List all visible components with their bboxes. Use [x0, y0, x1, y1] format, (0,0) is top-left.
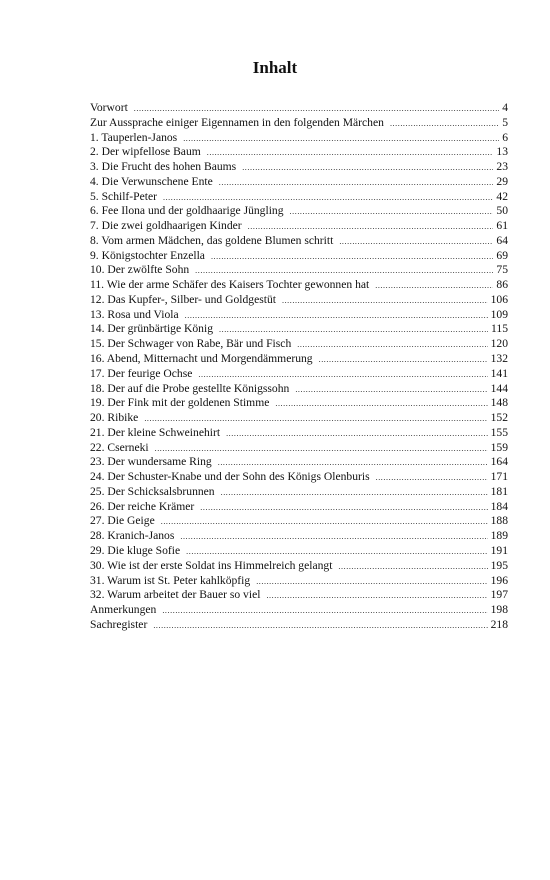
page-title: Inhalt	[252, 58, 298, 77]
toc-entry	[90, 574, 508, 589]
toc-entry-page-number: 109	[490, 307, 508, 321]
toc-entry	[90, 470, 508, 485]
toc-dot-leader	[390, 117, 499, 131]
toc-dot-leader	[319, 353, 488, 367]
toc-dot-leader	[219, 323, 488, 337]
toc-entry-page-number: 106	[490, 292, 508, 306]
toc-dot-leader	[211, 250, 493, 264]
toc-entry-page-number: 189	[490, 529, 508, 543]
toc-entry-page-number: 152	[490, 411, 508, 425]
toc-entry	[90, 234, 508, 249]
toc-dot-leader	[161, 515, 488, 529]
toc-entry-page-number: 23	[496, 160, 508, 174]
toc-dot-leader	[144, 412, 487, 426]
toc-entry	[90, 455, 508, 470]
toc-entry	[90, 382, 508, 397]
toc-entry-title: 9. Königstochter Enzella	[90, 248, 205, 262]
toc-dot-leader	[338, 560, 487, 574]
toc-dot-leader	[198, 368, 487, 382]
toc-entry-page-number: 184	[490, 499, 508, 513]
toc-entry-title: 15. Der Schwager von Rabe, Bär und Fisch	[90, 337, 292, 351]
toc-entry	[90, 131, 508, 146]
toc-entry-title: 25. Der Schicksalsbrunnen	[90, 484, 215, 498]
toc-entry-title: 19. Der Fink mit der goldenen Stimme	[90, 396, 270, 410]
toc-entry-page-number: 69	[496, 248, 508, 262]
toc-entry	[90, 322, 508, 337]
toc-entry-title: 23. Der wundersame Ring	[90, 455, 212, 469]
toc-dot-leader	[339, 235, 493, 249]
toc-entry-page-number: 198	[490, 603, 508, 617]
toc-dot-leader	[207, 146, 494, 160]
toc-entry-page-number: 86	[496, 278, 508, 292]
toc-dot-leader	[266, 589, 487, 603]
toc-dot-leader	[134, 102, 499, 116]
toc-entry-page-number: 171	[490, 470, 508, 484]
toc-entry-title: 8. Vom armen Mädchen, das goldene Blumen schritt	[90, 233, 334, 247]
toc-entry-title: 30. Wie ist der erste Soldat ins Himmelreich gelangt	[90, 558, 333, 572]
toc-entry-page-number: 13	[496, 145, 508, 159]
toc-entry-page-number: 191	[490, 543, 508, 557]
toc-entry	[90, 367, 508, 382]
toc-entry	[90, 278, 508, 293]
toc-entry	[90, 441, 508, 456]
toc-entry	[90, 263, 508, 278]
toc-entry	[90, 249, 508, 264]
toc-entry	[90, 160, 508, 175]
toc-dot-leader	[376, 471, 488, 485]
toc-entry	[90, 219, 508, 234]
toc-entry-title: 26. Der reiche Krämer	[90, 499, 195, 513]
toc-entry-title: 12. Das Kupfer-, Silber- und Goldgestüt	[90, 292, 276, 306]
toc-dot-leader	[195, 264, 493, 278]
toc-entry	[90, 116, 508, 131]
toc-entry	[90, 500, 508, 515]
toc-entry	[90, 529, 508, 544]
toc-entry-page-number: 159	[490, 440, 508, 454]
toc-entry-title: 21. Der kleine Schweinehirt	[90, 425, 221, 439]
toc-dot-leader	[295, 383, 487, 397]
toc-dot-leader	[242, 161, 493, 175]
toc-entry-title: Vorwort	[90, 101, 128, 114]
toc-dot-leader	[155, 442, 488, 456]
toc-entry-title: 7. Die zwei goldhaarigen Kinder	[90, 219, 242, 233]
toc-entry	[90, 514, 508, 529]
toc-entry-page-number: 120	[490, 337, 508, 351]
toc-entry-page-number: 196	[490, 573, 508, 587]
toc-dot-leader	[248, 220, 494, 234]
toc-dot-leader	[218, 456, 488, 470]
toc-entry	[90, 308, 508, 323]
toc-entry-page-number: 75	[496, 263, 508, 277]
toc-entry-title: 20. Ribike	[90, 411, 139, 425]
toc-entry	[90, 588, 508, 603]
toc-entry-title: 16. Abend, Mitternacht und Morgendämmerung	[90, 352, 313, 366]
toc-dot-leader	[185, 309, 488, 323]
toc-dot-leader	[200, 501, 487, 515]
toc-entry-title: 2. Der wipfellose Baum	[90, 145, 201, 159]
toc-entry-title: 22. Cserneki	[90, 440, 149, 454]
toc-dot-leader	[290, 205, 494, 219]
toc-entry-title: Sachregister	[90, 617, 148, 631]
toc-entry-title: 29. Die kluge Sofie	[90, 543, 181, 557]
toc-dot-leader	[163, 191, 493, 205]
toc-entry-page-number: 141	[490, 366, 508, 380]
toc-dot-leader	[162, 604, 487, 618]
toc-entry-page-number: 115	[491, 322, 508, 336]
toc-entry	[90, 190, 508, 205]
toc-entry-page-number: 6	[502, 130, 508, 144]
table-of-contents	[90, 101, 508, 633]
toc-dot-leader	[256, 575, 487, 589]
toc-dot-leader	[297, 338, 487, 352]
toc-entry	[90, 352, 508, 367]
toc-entry-page-number: 64	[496, 233, 508, 247]
toc-entry-page-number: 42	[496, 189, 508, 203]
toc-entry-page-number: 5	[502, 115, 508, 129]
toc-entry	[90, 204, 508, 219]
toc-entry	[90, 396, 508, 411]
toc-entry	[90, 559, 508, 574]
toc-entry	[90, 337, 508, 352]
toc-entry	[90, 544, 508, 559]
toc-entry-title: 18. Der auf die Probe gestellte Königssohn	[90, 381, 290, 395]
toc-entry-title: Anmerkungen	[90, 603, 157, 617]
toc-entry	[90, 101, 508, 116]
toc-entry-title: 6. Fee Ilona und der goldhaarige Jüngling	[90, 204, 284, 218]
toc-dot-leader	[221, 486, 488, 500]
toc-entry-title: 10. Der zwölfte Sohn	[90, 263, 190, 277]
toc-entry	[90, 618, 508, 633]
toc-entry-title: 11. Wie der arme Schäfer des Kaisers Tochter gewonnen hat	[90, 278, 370, 292]
toc-entry-page-number: 188	[490, 514, 508, 528]
toc-entry-page-number: 29	[496, 174, 508, 188]
toc-entry-page-number: 164	[490, 455, 508, 469]
toc-entry-page-number: 61	[496, 219, 508, 233]
toc-entry-page-number: 197	[490, 588, 508, 602]
toc-entry-title: 24. Der Schuster-Knabe und der Sohn des Königs Olenburis	[90, 470, 370, 484]
toc-dot-leader	[186, 545, 487, 559]
toc-entry-page-number: 50	[496, 204, 508, 218]
toc-entry-page-number: 4	[502, 101, 508, 114]
toc-entry	[90, 485, 508, 500]
toc-dot-leader	[375, 279, 493, 293]
toc-entry-page-number: 132	[490, 352, 508, 366]
toc-dot-leader	[275, 397, 487, 411]
toc-entry-title: 31. Warum ist St. Peter kahlköpfig	[90, 573, 251, 587]
toc-entry	[90, 411, 508, 426]
toc-entry-title: 4. Die Verwunschene Ente	[90, 174, 213, 188]
toc-entry-page-number: 148	[490, 396, 508, 410]
toc-entry-page-number: 144	[490, 381, 508, 395]
toc-entry-title: 13. Rosa und Viola	[90, 307, 179, 321]
toc-entry	[90, 603, 508, 618]
toc-entry-title: 5. Schilf-Peter	[90, 189, 157, 203]
toc-dot-leader	[153, 619, 487, 633]
toc-dot-leader	[183, 132, 499, 146]
toc-dot-leader	[219, 176, 494, 190]
toc-dot-leader	[180, 530, 487, 544]
toc-dot-leader	[282, 294, 488, 308]
toc-entry-title: Zur Aussprache einiger Eigennamen in den folgenden Märchen	[90, 115, 384, 129]
toc-entry-page-number: 195	[490, 558, 508, 572]
toc-entry-title: 27. Die Geige	[90, 514, 155, 528]
toc-entry-title: 3. Die Frucht des hohen Baums	[90, 160, 237, 174]
toc-entry-page-number: 155	[490, 425, 508, 439]
toc-entry-title: 32. Warum arbeitet der Bauer so viel	[90, 588, 261, 602]
toc-entry-page-number: 218	[490, 617, 508, 631]
toc-entry	[90, 145, 508, 160]
toc-entry-page-number: 181	[490, 484, 508, 498]
toc-entry-title: 14. Der grünbärtige König	[90, 322, 213, 336]
toc-dot-leader	[226, 427, 488, 441]
toc-entry	[90, 293, 508, 308]
toc-entry-title: 1. Tauperlen-Janos	[90, 130, 178, 144]
toc-entry	[90, 175, 508, 190]
toc-entry-title: 17. Der feurige Ochse	[90, 366, 193, 380]
toc-entry-title: 28. Kranich-Janos	[90, 529, 175, 543]
toc-entry	[90, 426, 508, 441]
